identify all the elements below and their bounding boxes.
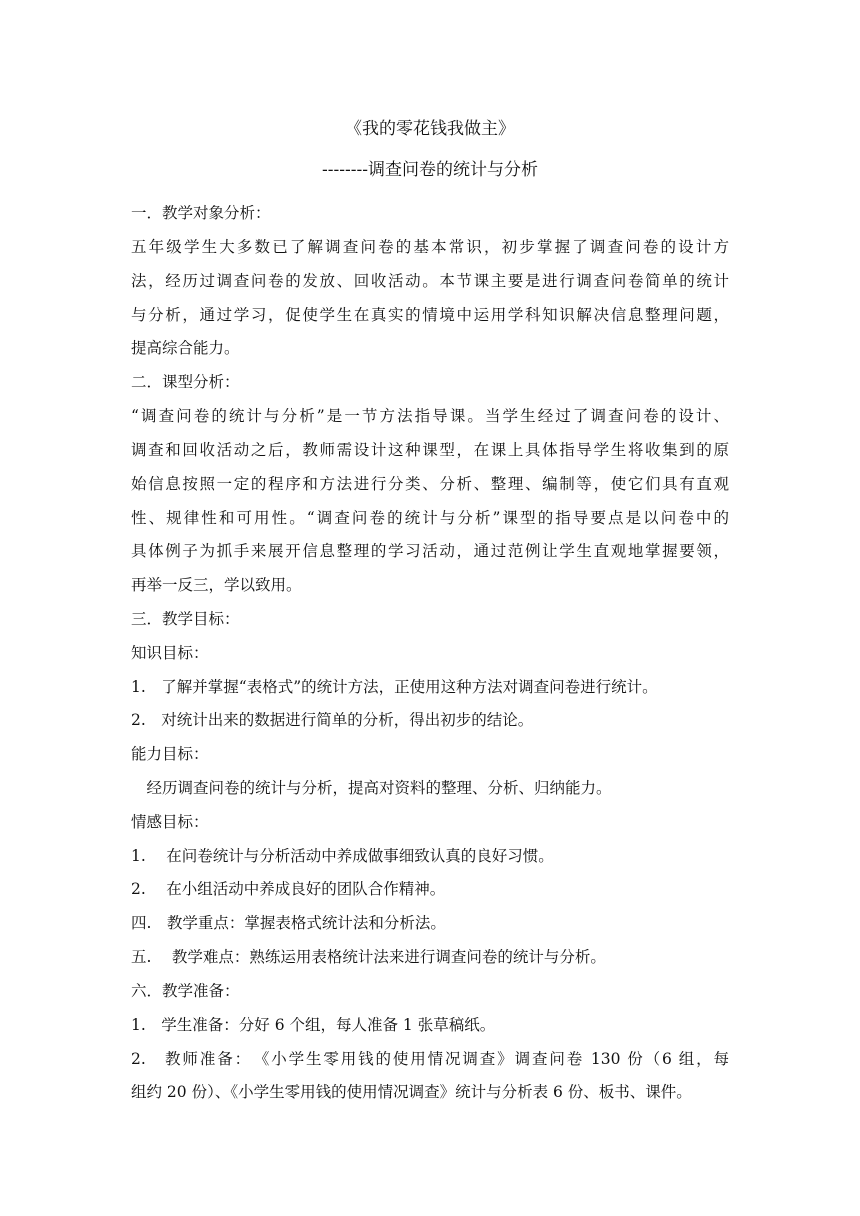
paragraph-line: 经历调查问卷的统计与分析，提高对资料的整理、分析、归纳能力。: [131, 779, 612, 797]
section-heading-4: 四. 教学重点：掌握表格式统计法和分析法。: [131, 914, 446, 932]
paragraph-line: “调查问卷的统计与分析”是一节方法指导课。当学生经过了调查问卷的设计、: [131, 407, 729, 425]
paragraph-line: 性、规律性和可用性。“调查问卷的统计与分析”课型的指导要点是以问卷中的: [131, 509, 729, 527]
document-subtitle: --------调查问卷的统计与分析: [322, 160, 538, 180]
list-item: 1. 了解并掌握“表格式”的统计方法，正使用这种方法对调查问卷进行统计。: [131, 678, 658, 696]
paragraph-line: 与分析，通过学习，促使学生在真实的情境中运用学科知识解决信息整理问题，: [131, 306, 729, 324]
subheading-emotion: 情感目标：: [131, 813, 209, 831]
section-heading-5: 五. 教学难点：熟练运用表格统计法来进行调查问卷的统计与分析。: [131, 948, 606, 966]
paragraph-line: 法，经历过调查问卷的发放、回收活动。本节课主要是进行调查问卷简单的统计: [131, 272, 729, 290]
paragraph-line: 五年级学生大多数已了解调查问卷的基本常识，初步掌握了调查问卷的设计方: [131, 238, 729, 256]
list-item: 2. 在小组活动中养成良好的团队合作精神。: [131, 880, 446, 898]
paragraph-line: 再举一反三，学以致用。: [131, 576, 302, 594]
section-heading-2: 二．课型分析：: [131, 373, 240, 391]
list-item: 2. 对统计出来的数据进行简单的分析，得出初步的结论。: [131, 711, 534, 729]
subheading-ability: 能力目标：: [131, 745, 209, 763]
document-title: 《我的零花钱我做主》: [345, 119, 515, 139]
section-heading-1: 一．教学对象分析：: [131, 204, 271, 222]
subheading-knowledge: 知识目标：: [131, 644, 209, 662]
paragraph-line: 始信息按照一定的程序和方法进行分类、分析、整理、编制等，使它们具有直观: [131, 475, 729, 493]
list-item: 1. 学生准备：分好 6 个组，每人准备 1 张草稿纸。: [131, 1016, 496, 1034]
list-item: 1. 在问卷统计与分析活动中养成做事细致认真的良好习惯。: [131, 847, 554, 865]
paragraph-line: 调查和回收活动之后，教师需设计这种课型，在课上具体指导学生将收集到的原: [131, 441, 729, 459]
paragraph-line: 提高综合能力。: [131, 339, 240, 357]
section-heading-6: 六．教学准备：: [131, 982, 240, 1000]
paragraph-line: 具体例子为抓手来展开信息整理的学习活动，通过范例让学生直观地掌握要领，: [131, 542, 729, 560]
paragraph-line: 组约 20 份）、《小学生零用钱的使用情况调查》统计与分析表 6 份、板书、课件。: [131, 1083, 692, 1101]
section-heading-3: 三．教学目标：: [131, 610, 240, 628]
list-item: 2. 教师准备： 《小学生零用钱的使用情况调查》调查问卷 130 份（6 组，每: [131, 1050, 729, 1068]
